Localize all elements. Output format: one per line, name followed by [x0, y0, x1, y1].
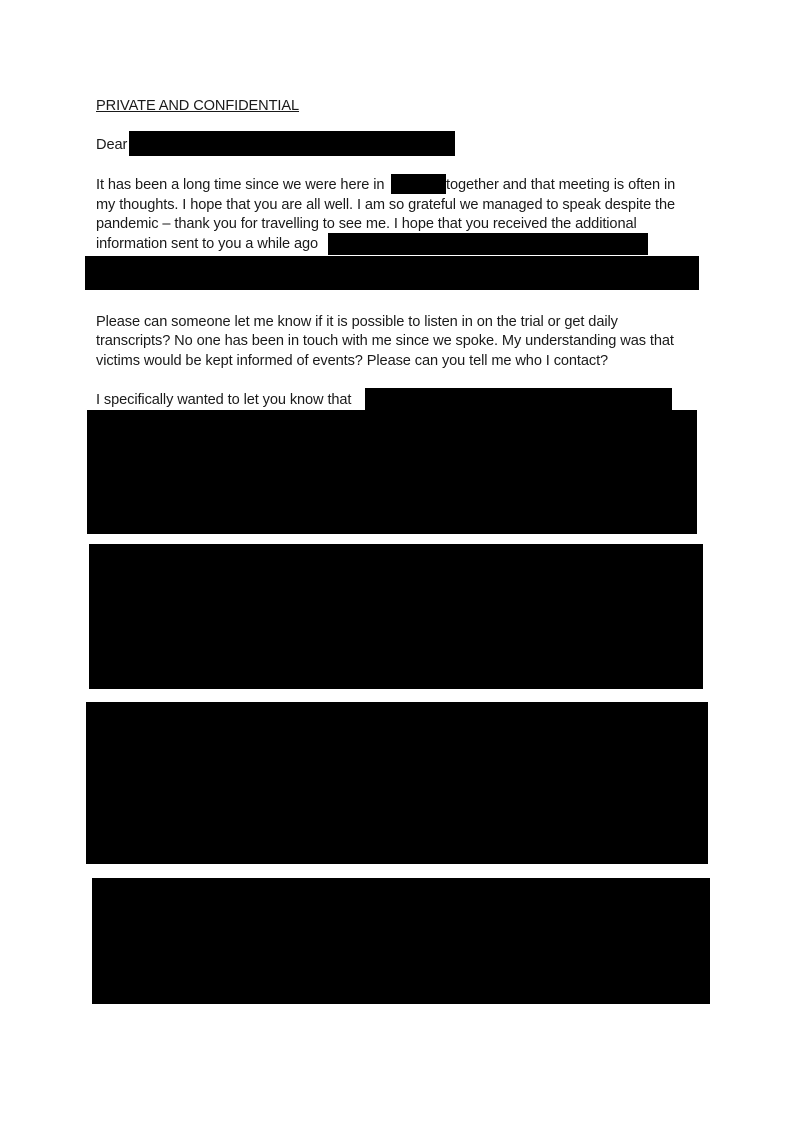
para1-line2: my thoughts. I hope that you are all well. I am so grateful we managed to speak despite the [96, 197, 676, 213]
para1-line4: information sent to you a while ago [96, 236, 319, 252]
para1-line1-end: together and that meeting is often in [446, 177, 676, 193]
redaction-block-3 [86, 702, 708, 864]
redaction-para1-block [85, 256, 699, 290]
para1-line1-start: It has been a long time since we were here in [96, 177, 385, 193]
redaction-block-4 [92, 878, 710, 1004]
redaction-block-1 [87, 410, 697, 534]
redaction-location [391, 174, 446, 194]
redaction-recipient-name [129, 131, 455, 156]
para2-line2: transcripts? No one has been in touch with me since we spoke. My understanding was that [96, 333, 674, 349]
para3-line1: I specifically wanted to let you know that [96, 392, 352, 408]
redaction-block-2 [89, 544, 703, 689]
redaction-para3-line1 [365, 388, 672, 410]
para2-line3: victims would be kept informed of events? Please can you tell me who I contact? [96, 353, 609, 369]
redaction-para1-line4 [328, 233, 648, 255]
salutation: Dear [96, 137, 128, 153]
para2-line1: Please can someone let me know if it is possible to listen in on the trial or get daily [96, 314, 618, 330]
para1-line3: pandemic – thank you for travelling to see me. I hope that you received the additional [96, 216, 637, 232]
confidential-heading: PRIVATE AND CONFIDENTIAL [96, 98, 300, 114]
